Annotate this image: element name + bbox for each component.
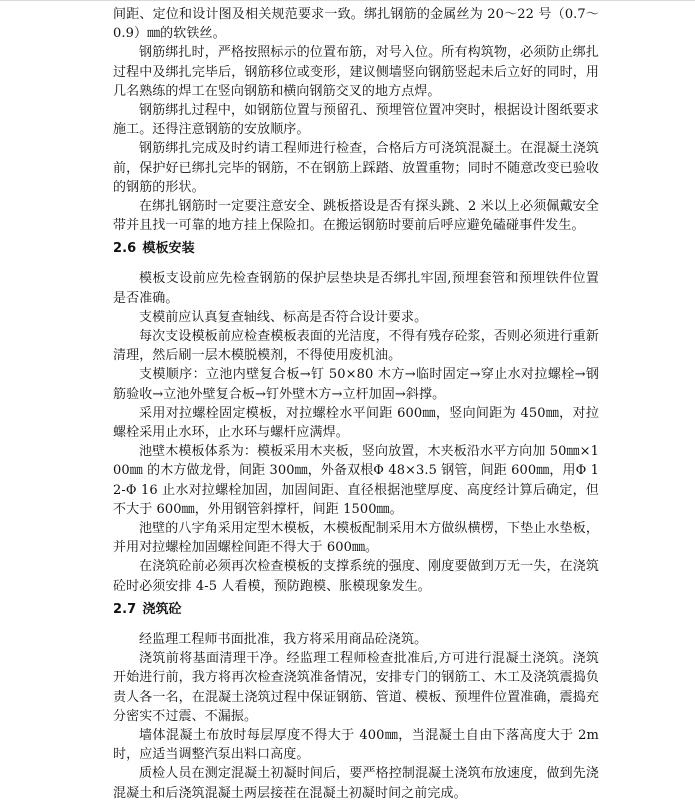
paragraph: 浇筑前将基面清理干净。经监理工程师检查批准后,方可进行混凝土浇筑。浇筑开始进行前，我方将再次检查浇筑准备情况，安排专门的钢筋工、木工及浇筑震捣负责人各一名，在混凝土浇筑过程中保证钢筋、管道、模板、预埋件位置准确，震捣充分密实不过震、不漏振。 xyxy=(113,651,599,724)
paragraph: 在浇筑砼前必须再次检查模板的支撑系统的强度、刚度要做到万无一失，在浇筑砼时必须安排 4-5 人看模，预防跑模、胀模现象发生。 xyxy=(113,559,599,594)
paragraph: 支模顺序：立池内壁复合板→钉 50×80 木方→临时固定→穿止水对拉螺栓→钢筋验收→立池外壁复合板→钉外壁木方→立杆加固→斜撑。 xyxy=(113,367,599,402)
paragraph: 墙体混凝土布放时每层厚度不得大于 400㎜，当混凝土自由下落高度大于 2m 时，应适当调整汽泵出料口高度。 xyxy=(113,727,599,763)
section-number: 2.7 xyxy=(113,601,137,617)
section-number: 2.6 xyxy=(113,241,137,257)
paragraph: 支模前应认真复查轴线、标高是否符合设计要求。 xyxy=(139,309,428,325)
paragraph: 钢筋绑扎过程中，如钢筋位置与预留孔、预埋管位置冲突时，根据设计图纸要求施工。还得注意钢筋的安放顺序。 xyxy=(113,103,599,138)
paragraph: 每次支设模板前应检查模板表面的光洁度，不得有残存砼浆，否则必须进行重新清理，然后刷一层木模脱模剂，不得使用废机油。 xyxy=(113,329,599,364)
paragraph: 池壁木模板体系为：模板采用木夹板，竖向放置，木夹板沿水平方向加 50㎜×100㎜ 的木方做龙骨，间距 300㎜，外备双根Φ 48×3.5 钢管，间距 600㎜，用Φ 12-Φ 16 止水对拉螺栓加固，加固间距、直径根据池壁厚度、高度经计算后确定，但不大于 600㎜，外用钢管斜撑杆，间距 1500㎜。 xyxy=(113,444,599,517)
document-body xyxy=(113,5,599,803)
paragraph: 质检人员在测定混凝土初凝时间后，要严格控制混凝土浇筑布放速度，做到先浇混凝土和后浇筑混凝土两层接茬在混凝土初凝时间之前完成。 xyxy=(113,766,599,801)
section-rebar xyxy=(113,5,599,235)
paragraph: 在绑扎钢筋时一定要注意安全、跳板搭设是否有探头跳、2 米以上必须佩戴安全带并且找一可靠的地方挂上保险扣。在搬运钢筋时要前后呼应避免磕碰事件发生。 xyxy=(113,199,599,234)
section-concrete xyxy=(113,600,599,803)
section-heading xyxy=(113,600,599,620)
paragraph: 采用对拉螺栓固定模板，对拉螺栓水平间距 600㎜，竖向间距为 450㎜，对拉螺栓采用止水环，止水环与螺杆应满焊。 xyxy=(113,405,599,441)
paragraph: 间距、定位和设计图及相关规范要求一致。绑扎钢筋的金属丝为 20～22 号（0.7～0.9）㎜的软铁丝。 xyxy=(113,7,599,42)
paragraph: 钢筋绑扎时，严格按照标示的位置布筋，对号入位。所有构筑物，必须防止绑扎过程中及绑扎完毕后，钢筋移位或变形，建议侧墙竖向钢筋竖起未后立好的同时，用几名熟练的焊工在竖向钢筋和横向钢筋交叉的地方点焊。 xyxy=(113,45,599,99)
section-title: 模板安装 xyxy=(142,241,195,257)
section-formwork xyxy=(113,239,599,595)
paragraph: 池壁的八字角采用定型木模板，木模板配制采用木方做纵横楞，下垫止水垫板，并用对拉螺栓加固螺栓间距不得大于 600㎜。 xyxy=(113,521,599,556)
paragraph: 经监理工程师书面批准，我方将采用商品砼浇筑。 xyxy=(139,631,428,647)
section-title: 浇筑砼 xyxy=(142,601,182,617)
paragraph: 钢筋绑扎完成及时约请工程师进行检查，合格后方可浇筑混凝土。在混凝土浇筑前，保护好已绑扎完毕的钢筋，不在钢筋上踩踏、放置重物；同时不随意改变已验收的钢筋的形状。 xyxy=(113,141,599,195)
section-heading xyxy=(113,239,599,259)
paragraph: 模板支设前应先检查钢筋的保护层垫块是否绑扎牢固,预埋套管和预埋铁件位置是否准确。 xyxy=(113,271,599,306)
